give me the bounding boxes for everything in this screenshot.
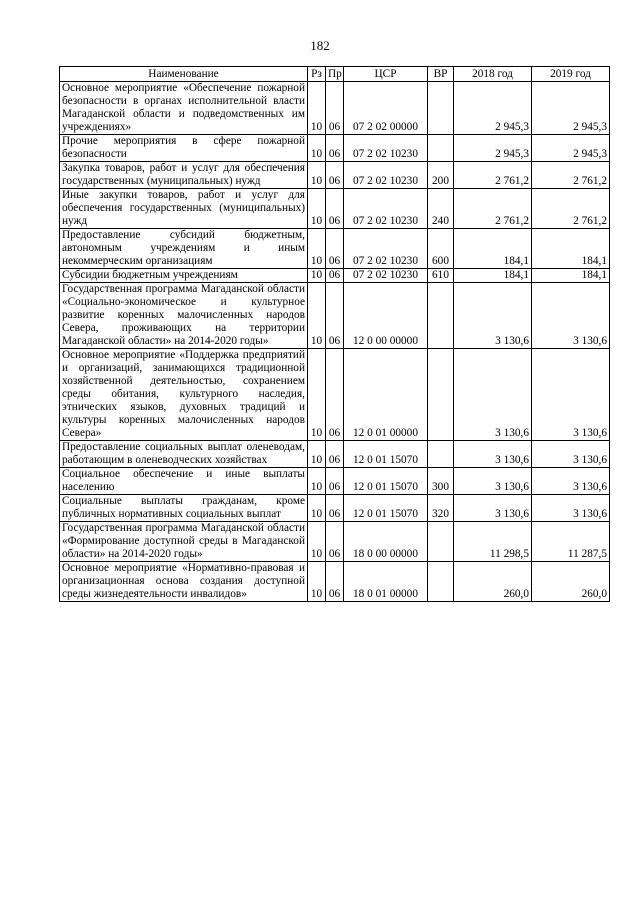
table-row [60,441,610,468]
row-csr: 07 2 02 10230 [344,162,428,189]
row-csr: 12 0 01 15070 [344,441,428,468]
row-pr: 06 [326,269,344,283]
row-csr: 12 0 01 00000 [344,349,428,441]
row-2019: 2 761,2 [532,162,610,189]
header-vr: ВР [428,67,454,82]
table-row [60,229,610,269]
page-number: 182 [310,38,330,53]
row-2018: 260,0 [454,562,532,602]
row-2018: 3 130,6 [454,349,532,441]
row-vr [428,349,454,441]
row-name: Прочие мероприятия в сфере пожарной безопасности [60,135,308,162]
row-name: Предоставление субсидий бюджетным, автономным учреждениям и иным некоммерческим организациям [60,229,308,269]
budget-table [59,66,610,602]
row-2018: 2 945,3 [454,135,532,162]
row-2018: 3 130,6 [454,283,532,349]
row-2019: 260,0 [532,562,610,602]
table-row [60,82,610,135]
table-row [60,349,610,441]
row-name: Иные закупки товаров, работ и услуг для обеспечения государственных (муниципальных) нужд [60,189,308,229]
row-pr: 06 [326,468,344,495]
row-vr: 200 [428,162,454,189]
row-2019: 184,1 [532,229,610,269]
row-rz: 10 [308,82,326,135]
row-rz: 10 [308,522,326,562]
row-name: Основное мероприятие «Нормативно-правовая и организационная основа создания доступной среды жизнедеятельности инвалидов» [60,562,308,602]
row-2018: 2 761,2 [454,189,532,229]
row-pr: 06 [326,229,344,269]
row-2019: 2 761,2 [532,189,610,229]
table-row [60,135,610,162]
row-vr [428,562,454,602]
row-pr: 06 [326,283,344,349]
row-name: Основное мероприятие «Поддержка предприятий и организаций, занимающихся традиционной хозяйственной деятельностью, сохранением среды обитания, культурного наследия, этнических языков, духовных традиций и культуры коренных малочисленных народов Севера» [60,349,308,441]
row-vr: 300 [428,468,454,495]
row-pr: 06 [326,82,344,135]
header-name: Наименование [60,67,308,82]
row-rz: 10 [308,189,326,229]
row-2019: 2 945,3 [532,135,610,162]
row-csr: 12 0 01 15070 [344,468,428,495]
row-rz: 10 [308,495,326,522]
row-2019: 11 287,5 [532,522,610,562]
row-rz: 10 [308,562,326,602]
header-2018: 2018 год [454,67,532,82]
row-vr: 240 [428,189,454,229]
table-row [60,495,610,522]
row-pr: 06 [326,562,344,602]
row-name: Основное мероприятие «Обеспечение пожарной безопасности в органах исполнительной власти Магаданской области и подведомственных им учреждениях» [60,82,308,135]
row-2018: 184,1 [454,229,532,269]
row-2019: 184,1 [532,269,610,283]
row-csr: 07 2 02 00000 [344,82,428,135]
row-pr: 06 [326,349,344,441]
row-rz: 10 [308,468,326,495]
row-rz: 10 [308,349,326,441]
row-pr: 06 [326,441,344,468]
row-name: Государственная программа Магаданской области «Формирование доступной среды в Магаданской области» на 2014-2020 годы» [60,522,308,562]
row-2018: 3 130,6 [454,468,532,495]
row-2018: 2 761,2 [454,162,532,189]
row-vr: 610 [428,269,454,283]
table-row [60,522,610,562]
table-row [60,189,610,229]
row-pr: 06 [326,135,344,162]
row-2019: 3 130,6 [532,349,610,441]
row-pr: 06 [326,522,344,562]
row-name: Социальное обеспечение и иные выплаты населению [60,468,308,495]
row-csr: 18 0 01 00000 [344,562,428,602]
row-vr: 320 [428,495,454,522]
row-pr: 06 [326,495,344,522]
row-2019: 3 130,6 [532,468,610,495]
table-row [60,468,610,495]
row-name: Субсидии бюджетным учреждениям [60,269,308,283]
row-rz: 10 [308,283,326,349]
row-vr [428,82,454,135]
header-pr: Пр [326,67,344,82]
row-rz: 10 [308,441,326,468]
header-rz: Рз [308,67,326,82]
row-vr [428,283,454,349]
row-csr: 07 2 02 10230 [344,135,428,162]
row-name: Государственная программа Магаданской области «Социально-экономическое и культурное развитие коренных малочисленных народов Севера, проживающих на территории Магаданской области» на 2014-2020 годы» [60,283,308,349]
row-vr: 600 [428,229,454,269]
row-2018: 3 130,6 [454,441,532,468]
row-rz: 10 [308,229,326,269]
row-vr [428,135,454,162]
row-2018: 3 130,6 [454,495,532,522]
row-csr: 07 2 02 10230 [344,229,428,269]
table-row [60,269,610,283]
row-csr: 12 0 00 00000 [344,283,428,349]
row-rz: 10 [308,162,326,189]
table-header-row [60,67,610,82]
row-rz: 10 [308,269,326,283]
header-2019: 2019 год [532,67,610,82]
row-2018: 184,1 [454,269,532,283]
row-2019: 3 130,6 [532,495,610,522]
row-2019: 3 130,6 [532,441,610,468]
row-csr: 07 2 02 10230 [344,269,428,283]
table-row [60,562,610,602]
row-csr: 07 2 02 10230 [344,189,428,229]
row-name: Социальные выплаты гражданам, кроме публичных нормативных социальных выплат [60,495,308,522]
row-name: Закупка товаров, работ и услуг для обеспечения государственных (муниципальных) нужд [60,162,308,189]
table-row [60,283,610,349]
header-csr: ЦСР [344,67,428,82]
row-csr: 12 0 01 15070 [344,495,428,522]
row-2018: 2 945,3 [454,82,532,135]
row-vr [428,441,454,468]
row-2019: 2 945,3 [532,82,610,135]
row-csr: 18 0 00 00000 [344,522,428,562]
row-2018: 11 298,5 [454,522,532,562]
row-pr: 06 [326,162,344,189]
row-pr: 06 [326,189,344,229]
row-2019: 3 130,6 [532,283,610,349]
row-vr [428,522,454,562]
table-row [60,162,610,189]
row-rz: 10 [308,135,326,162]
row-name: Предоставление социальных выплат оленеводам, работающим в оленеводческих хозяйствах [60,441,308,468]
